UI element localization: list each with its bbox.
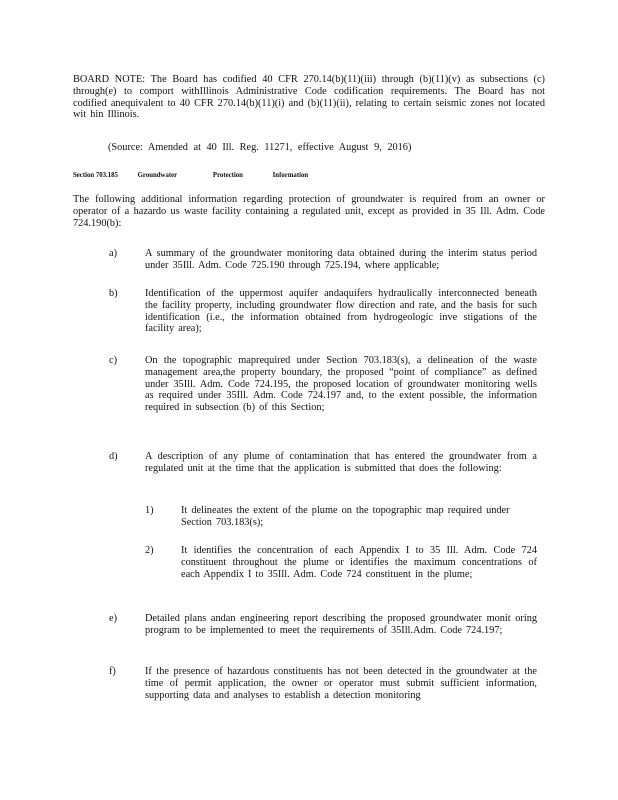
list-item-label: d) bbox=[109, 451, 118, 462]
list-item-text: A description of any plume of contamination that has entered the groundwater from a regulated unit at the time that the application is submitted that does the following: bbox=[145, 451, 537, 474]
source-note: (Source: Amended at 40 Ill. Reg. 11271, effective August 9, 2016) bbox=[108, 142, 412, 153]
list-item-label: c) bbox=[109, 355, 117, 366]
list-item-text: Detailed plans andan engineering report describing the proposed groundwater monit oring program to be implemented to meet the requirements of 35Ill.Adm. Code 724.197; bbox=[145, 613, 537, 636]
sub-item-label: 2) bbox=[145, 545, 154, 556]
section-title-word-1: Groundwater bbox=[137, 172, 178, 179]
list-item-label: f) bbox=[109, 666, 116, 677]
intro-paragraph: The following additional information regarding protection of groundwater is required from an owner or operator of a hazardo us waste facility containing a regulated unit, except as provided in 35 Ill. Adm. Code 724.190(b): bbox=[73, 194, 545, 229]
list-item-label: e) bbox=[109, 613, 117, 624]
section-title-word-3: Information bbox=[272, 172, 309, 179]
list-item-text: A summary of the groundwater monitoring data obtained during the interim status period under 35Ill. Adm. Code 725.190 through 725.194, where applicable; bbox=[145, 248, 537, 271]
list-item-text: If the presence of hazardous constituents has not been detected in the groundwater at the time of permit application, the owner or operator must submit sufficient information, supporting data and analyses to establish a detection monitoring bbox=[145, 666, 537, 701]
list-item-text: On the topographic maprequired under Section 703.183(s), a delineation of the waste management area,the property boundary, the proposed “point of compliance” as defined under 35Ill. Adm. Code 724.195, the proposed location of groundwater monitoring wells as required under 35Ill. Adm. Code 724.197 and, to the extent possible, the information required in subsection (b) of this Section; bbox=[145, 355, 537, 414]
list-item-label: b) bbox=[109, 288, 118, 299]
section-title-word-2: Protection bbox=[212, 172, 243, 179]
section-number: Section 703.185 bbox=[73, 172, 118, 179]
section-heading bbox=[73, 172, 308, 180]
list-item-label: a) bbox=[109, 248, 117, 259]
board-note: BOARD NOTE: The Board has codified 40 CFR 270.14(b)(11)(iii) through (b)(11)(v) as subsections (c) through(e) to comport withIllinois Administrative Code codification requirements. The Board has not codified anequivalent to 40 CFR 270.14(b)(11)(i) and (b)(11)(ii), relating to certain seismic zones not located wit hin Illinois. bbox=[73, 74, 545, 121]
sub-item-text: It identifies the concentration of each Appendix I to 35 Ill. Adm. Code 724 constituent throughout the plume or identifies the maximum concentrations of each Appendix I to 35Ill. Adm. Code 724 constituent in the plume; bbox=[181, 545, 537, 580]
sub-item-text: It delineates the extent of the plume on the topographic map required under Section 703.183(s); bbox=[181, 505, 510, 528]
sub-item-label: 1) bbox=[145, 505, 154, 516]
list-item-text: Identification of the uppermost aquifer andaquifers hydraulically interconnected beneath the facility property, including groundwater flow direction and rate, and the basis for such identification (i.e., the information obtained from hydrogeologic inve stigations of the facility area); bbox=[145, 288, 537, 335]
